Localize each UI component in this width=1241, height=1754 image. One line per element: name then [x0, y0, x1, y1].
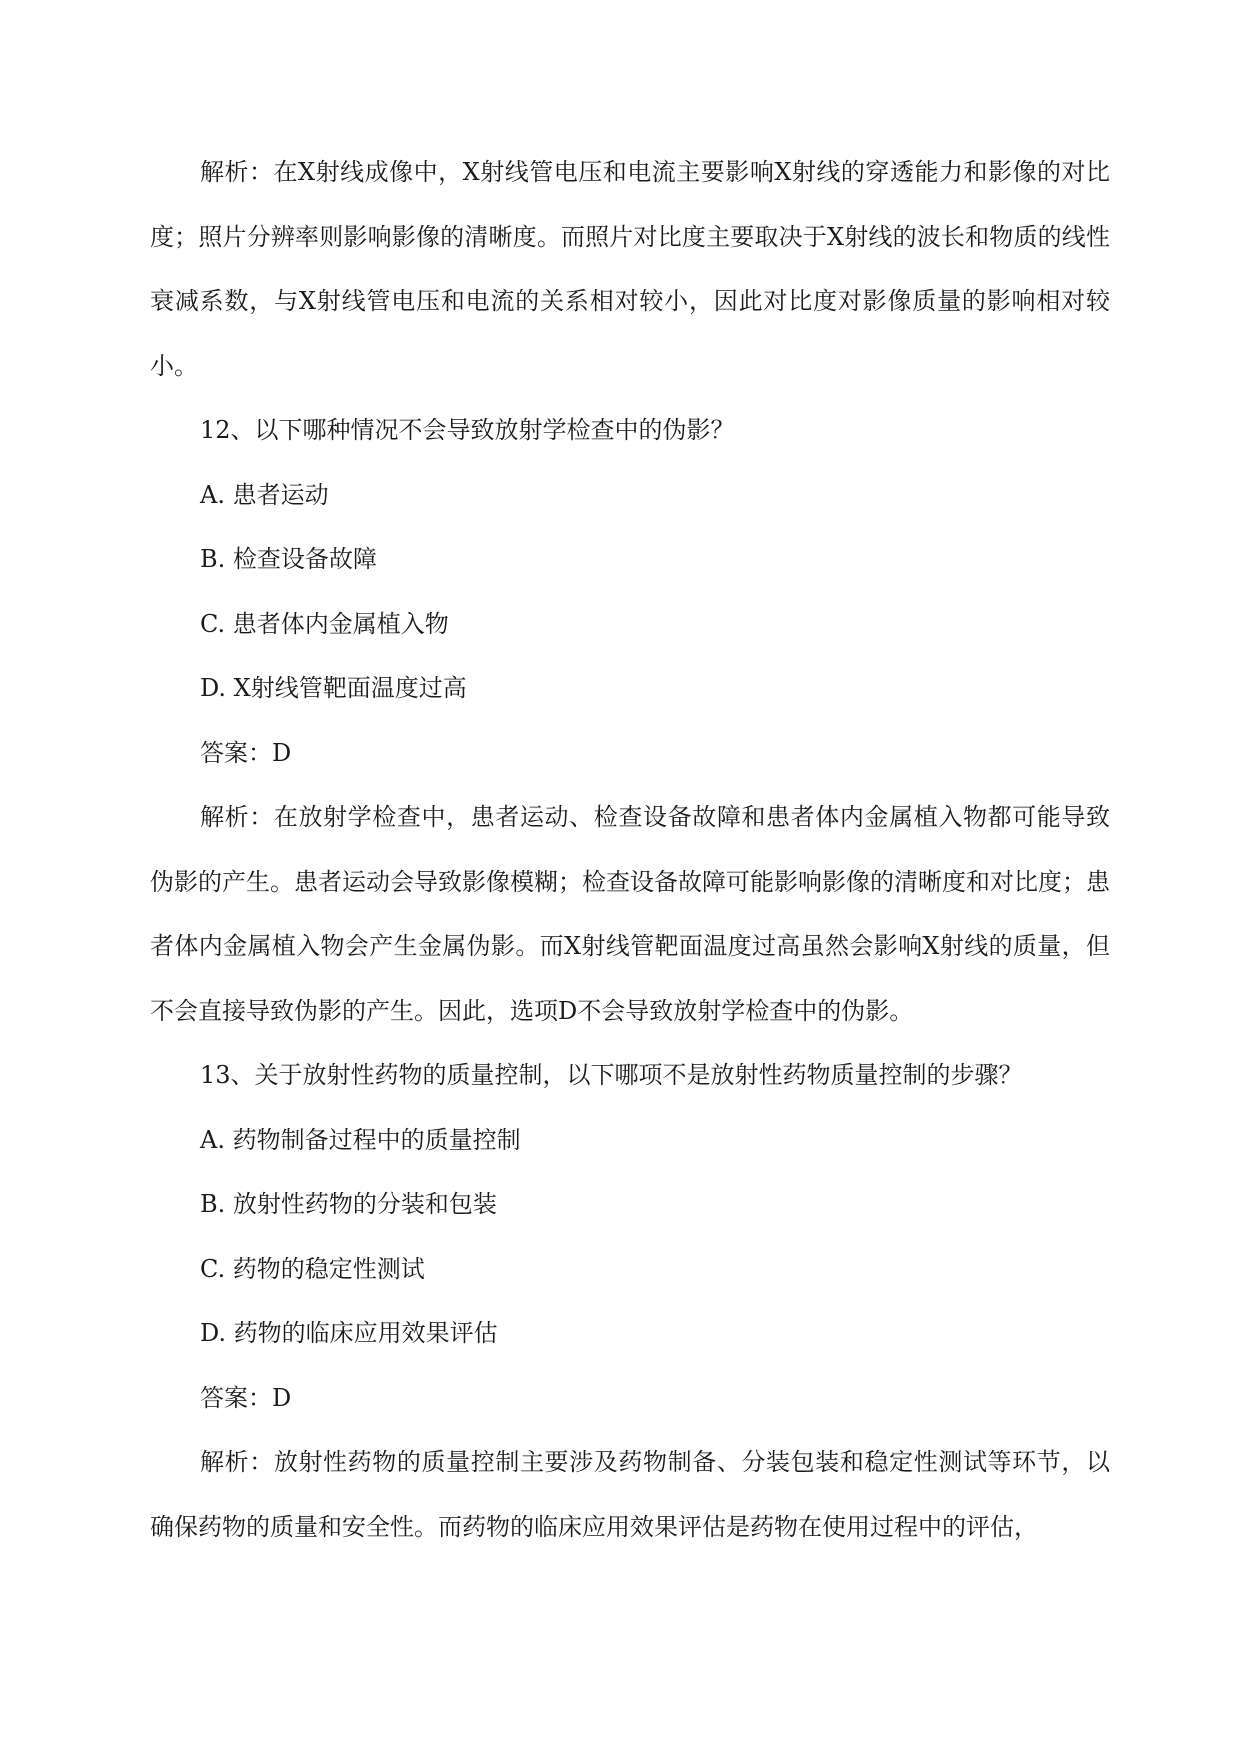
analysis-paragraph-q11: 解析：在X射线成像中，X射线管电压和电流主要影响X射线的穿透能力和影像的对比度；照片分辨率则影响影像的清晰度。而照片对比度主要取决于X射线的波长和物质的线性衰减系数，与X射线管电压和电流的关系相对较小，因此对比度对影像质量的影响相对较小。 [150, 158, 1110, 380]
question-12: 12、以下哪种情况不会导致放射学检查中的伪影？ [200, 416, 735, 444]
q13-option-c: C. 药物的稳定性测试 [200, 1254, 425, 1283]
document-body [150, 140, 1110, 1559]
analysis-paragraph-q12: 解析：在放射学检查中，患者运动、检查设备故障和患者体内金属植入物都可能导致伪影的产生。患者运动会导致影像模糊；检查设备故障可能影响影像的清晰度和对比度；患者体内金属植入物会产生金属伪影。而X射线管靶面温度过高虽然会影响X射线的质量，但不会直接导致伪影的产生。因此，选项D不会导致放射学检查中的伪影。 [150, 803, 1110, 1025]
question-13: 13、关于放射性药物的质量控制，以下哪项不是放射性药物质量控制的步骤？ [200, 1061, 1023, 1089]
q13-answer: 答案：D [200, 1383, 292, 1412]
q12-option-b: B. 检查设备故障 [200, 545, 377, 573]
q13-option-b: B. 放射性药物的分装和包装 [200, 1190, 497, 1218]
q13-option-d: D. 药物的临床应用效果评估 [200, 1319, 498, 1347]
analysis-paragraph-q13: 解析：放射性药物的质量控制主要涉及药物制备、分装包装和稳定性测试等环节，以确保药物的质量和安全性。而药物的临床应用效果评估是药物在使用过程中的评估， [150, 1448, 1110, 1541]
q13-option-a: A. 药物制备过程中的质量控制 [200, 1125, 521, 1154]
q12-option-c: C. 患者体内金属植入物 [200, 609, 449, 638]
q12-option-a: A. 患者运动 [200, 480, 329, 509]
q12-option-d: D. X射线管靶面温度过高 [200, 674, 467, 702]
q12-answer: 答案：D [200, 738, 292, 767]
